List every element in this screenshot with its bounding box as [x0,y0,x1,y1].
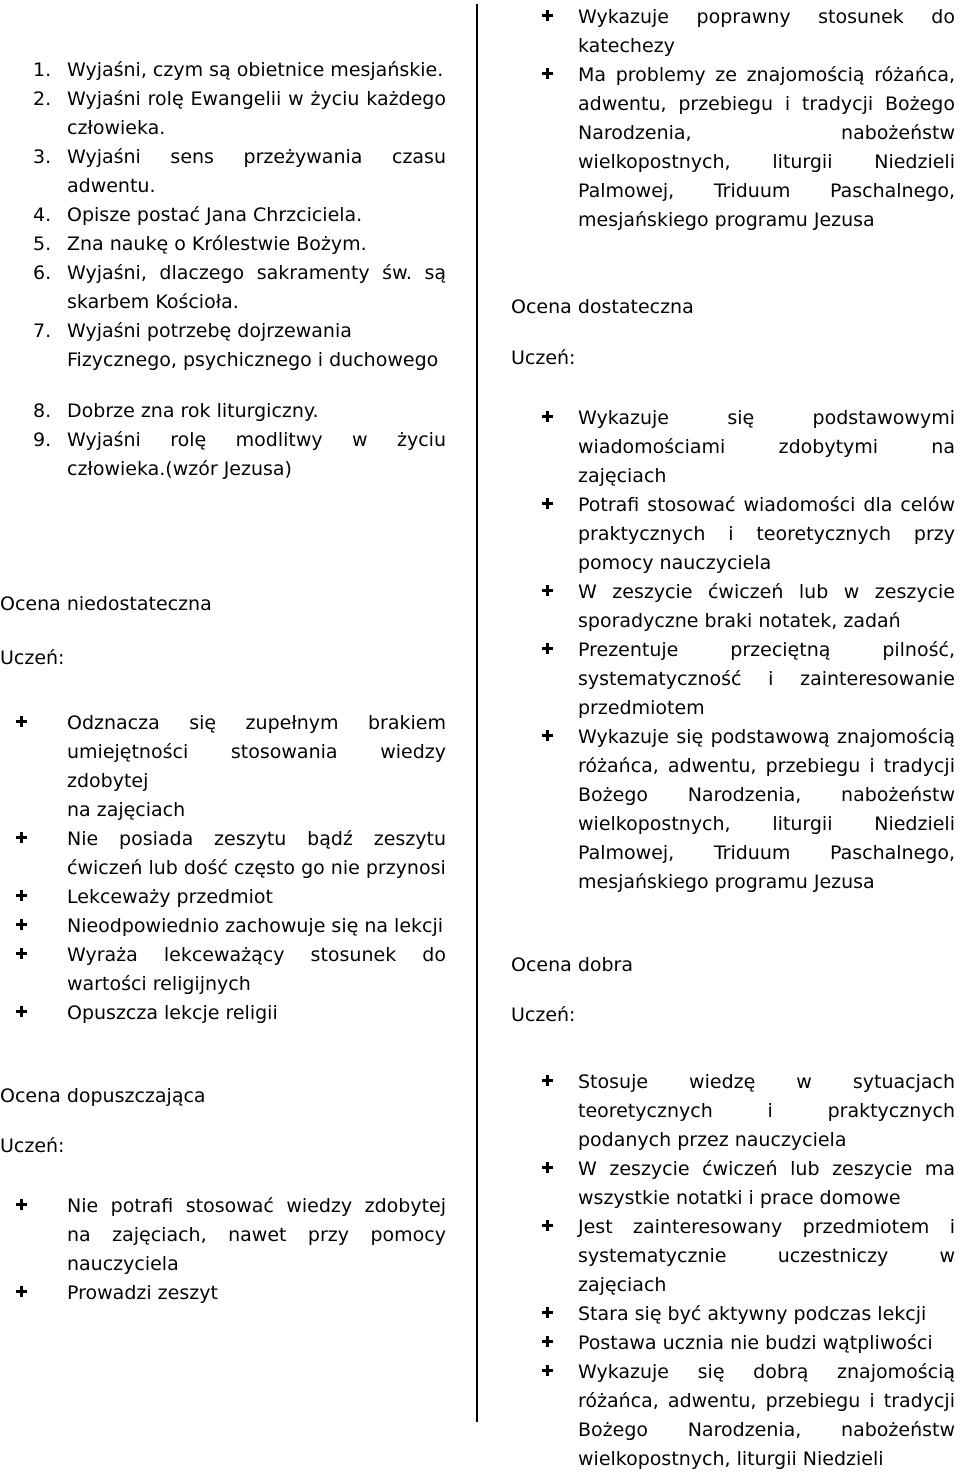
list-item: Wykazuje poprawny stosunek do katechezy [511,3,955,61]
objective-item: 3. Wyjaśni sens przeżywania czasu adwentu. [33,146,446,197]
grade-satisfactory-title: Ocena dostateczna [511,296,694,318]
bullet-icon [16,890,27,901]
list-item: Wykazuje się podstawowymi wiadomościami zdobytymi na zajęciach [511,404,955,491]
objective-item: 9. Wyjaśni rolę modlitwy w życiu człowieka.(wzór Jezusa) [33,429,446,480]
left-column [0,0,446,1308]
grade-acceptable-title: Ocena dopuszczająca [0,1085,206,1107]
bullet-icon [16,832,27,843]
objective-item: 2. Wyjaśni rolę Ewangelii w życiu każdego człowieka. [33,88,446,139]
list-item: Jest zainteresowany przedmiotem i systematycznie uczestniczy w zajęciach [511,1213,955,1300]
bullet-icon [542,1336,553,1347]
bullet-icon [542,1075,553,1086]
list-item: Prezentuje przeciętną pilność, systematyczność i zainteresowanie przedmiotem [511,636,955,723]
list-item: Wyraża lekceważący stosunek do wartości religijnych [0,941,446,999]
list-item: Stosuje wiedzę w sytuacjach teoretycznych i praktycznych podanych przez nauczyciela [511,1068,955,1155]
objective-item: 8. Dobrze zna rok liturgiczny. [33,400,319,422]
list-item: Potrafi stosować wiadomości dla celów praktycznych i teoretycznych przy pomocy nauczyciela [511,491,955,578]
list-item: Prowadzi zeszyt [0,1279,446,1308]
bullet-icon [542,1220,553,1231]
bullet-icon [16,1286,27,1297]
list-item: Ma problemy ze znajomością różańca, adwentu, przebiegu i tradycji Bożego Narodzenia, nabożeństw wielkopostnych, liturgii Niedzieli Palmowej, Triduum Paschalnego, mesjańskiego programu Jezusa [511,61,955,235]
bullet-icon [16,919,27,930]
grade-acceptable-list [0,1192,446,1308]
objective-item: 5. Zna naukę o Królestwie Bożym. [33,233,367,255]
column-divider [476,4,478,1422]
list-item: Lekceważy przedmiot [0,883,446,912]
list-item: Nie posiada zeszytu bądź zeszytu ćwiczeń lub dość często go nie przynosi [0,825,446,883]
grade-good-title: Ocena dobra [511,954,634,976]
grade-good-list [511,1068,955,1474]
list-item: Opuszcza lekcje religii [0,999,446,1028]
bullet-icon [542,1162,553,1173]
objective-item: 4. Opisze postać Jana Chrzciciela. [33,204,363,226]
objective-item: 1. Wyjaśni, czym są obietnice mesjańskie. [33,59,444,81]
bullet-icon [16,1006,27,1017]
bullet-icon [542,643,553,654]
student-label: Uczeń: [0,647,65,669]
right-column [511,0,955,1474]
list-item: Wykazuje się podstawową znajomością różańca, adwentu, przebiegu i tradycji Bożego Narodzenia, nabożeństw wielkopostnych, liturgii Niedzieli Palmowej, Triduum Paschalnego, mesjańskiego programu Jezusa [511,723,955,897]
list-item: Wykazuje się dobrą znajomością różańca, adwentu, przebiegu i tradycji Bożego Narodzenia, nabożeństw wielkopostnych, liturgii Niedzieli [511,1358,955,1474]
objective-item: 7. Wyjaśni potrzebę dojrzewania Fizycznego, psychicznego i duchowego [33,320,439,371]
list-item: Nie potrafi stosować wiedzy zdobytej na zajęciach, nawet przy pomocy nauczyciela [0,1192,446,1279]
bullet-icon [542,730,553,741]
list-item: Odznacza się zupełnym brakiem umiejętności stosowania wiedzy zdobytej na zajęciach [0,709,446,825]
bullet-icon [542,1307,553,1318]
grade-acceptable-continued-list [511,3,955,235]
student-label: Uczeń: [0,1135,65,1157]
bullet-icon [542,411,553,422]
bullet-icon [542,498,553,509]
bullet-icon [542,68,553,79]
bullet-icon [16,948,27,959]
bullet-icon [542,10,553,21]
list-item: Stara się być aktywny podczas lekcji [511,1300,955,1329]
objective-item: 6. Wyjaśni, dlaczego sakramenty św. są skarbem Kościoła. [33,262,446,313]
list-item: W zeszycie ćwiczeń lub zeszycie ma wszystkie notatki i prace domowe [511,1155,955,1213]
bullet-icon [542,585,553,596]
student-label: Uczeń: [511,1004,576,1026]
bullet-icon [16,716,27,727]
grade-insufficient-list [0,709,446,1028]
objectives-list [0,56,446,484]
grade-satisfactory-list [511,404,955,897]
list-item: Nieodpowiednio zachowuje się na lekcji [0,912,446,941]
bullet-icon [542,1365,553,1376]
grade-insufficient-title: Ocena niedostateczna [0,593,212,615]
student-label: Uczeń: [511,347,576,369]
bullet-icon [16,1199,27,1210]
list-item: Postawa ucznia nie budzi wątpliwości [511,1329,955,1358]
list-item: W zeszycie ćwiczeń lub w zeszycie sporadyczne braki notatek, zadań [511,578,955,636]
